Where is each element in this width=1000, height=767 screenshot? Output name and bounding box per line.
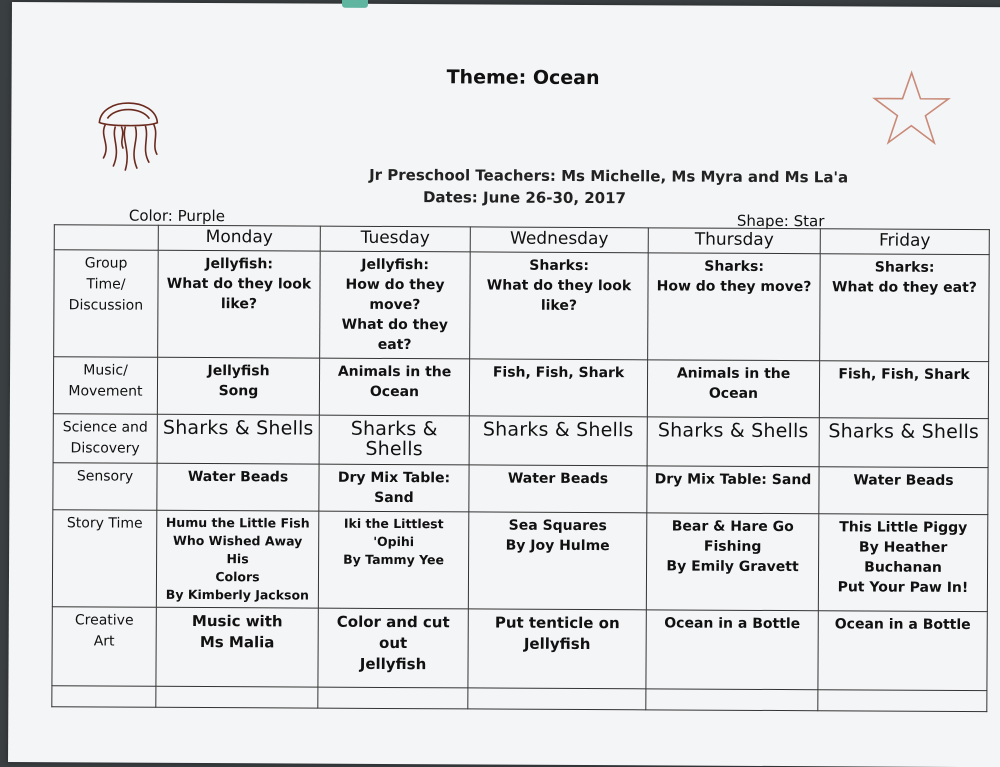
schedule-cell: Sea Squares By Joy Hulme bbox=[468, 512, 647, 610]
schedule-cell: Ocean in a Bottle bbox=[646, 610, 818, 690]
schedule-cell: Color and cut out Jellyfish bbox=[318, 608, 468, 688]
schedule-cell: Sharks & Shells bbox=[647, 417, 819, 467]
schedule-cell: Fish, Fish, Shark bbox=[819, 361, 988, 419]
blank-row bbox=[52, 686, 987, 712]
schedule-cell: Jellyfish: What do they look like? bbox=[158, 250, 321, 358]
star-icon bbox=[871, 69, 951, 149]
schedule-cell: Dry Mix Table: Sand bbox=[319, 464, 469, 512]
schedule-cell: Animals in the Ocean bbox=[319, 358, 469, 416]
day-header: Wednesday bbox=[470, 227, 648, 253]
schedule-cell: Sharks: What do they eat? bbox=[820, 254, 990, 362]
table-row bbox=[53, 414, 988, 468]
row-label: Science and Discovery bbox=[53, 414, 157, 464]
schedule-cell: Water Beads bbox=[469, 465, 647, 513]
schedule-cell: Sharks & Shells bbox=[469, 416, 647, 466]
row-label: Sensory bbox=[53, 463, 157, 511]
schedule-cell: Ocean in a Bottle bbox=[818, 611, 987, 691]
schedule-cell: Sharks & Shells bbox=[319, 415, 469, 465]
color-label: Color: Purple bbox=[128, 206, 226, 226]
blank-cell bbox=[818, 690, 987, 712]
table-row bbox=[52, 510, 987, 612]
table-row bbox=[52, 607, 987, 691]
schedule-cell: Sharks: What do they look like? bbox=[470, 252, 649, 360]
table-row bbox=[54, 250, 990, 362]
blank-cell bbox=[646, 689, 818, 711]
table-row bbox=[53, 357, 988, 419]
day-header: Monday bbox=[158, 225, 320, 251]
row-label: Group Time/ Discussion bbox=[54, 250, 159, 358]
schedule-cell: Animals in the Ocean bbox=[647, 360, 819, 418]
row-label: Music/ Movement bbox=[53, 357, 157, 415]
schedule-cell: Jellyfish Song bbox=[157, 357, 319, 415]
lesson-plan-sheet bbox=[8, 2, 1000, 767]
schedule-cell: Music with Ms Malia bbox=[156, 607, 318, 687]
day-header: Friday bbox=[820, 229, 989, 255]
page-title: Theme: Ocean bbox=[446, 66, 600, 90]
day-header: Thursday bbox=[648, 228, 820, 254]
schedule-cell: Sharks & Shells bbox=[819, 418, 988, 468]
schedule-cell: Put tenticle on Jellyfish bbox=[468, 609, 646, 689]
row-label: Creative Art bbox=[52, 607, 156, 687]
schedule-cell: Water Beads bbox=[157, 463, 319, 511]
corner-cell bbox=[54, 225, 158, 251]
row-label: Story Time bbox=[52, 510, 157, 608]
tape-strip bbox=[342, 0, 368, 8]
schedule-cell: Sharks: How do they move? bbox=[648, 253, 821, 361]
schedule-cell: Sharks & Shells bbox=[157, 414, 319, 464]
table-row bbox=[53, 463, 988, 515]
shape-label: Shape: Star bbox=[736, 211, 825, 231]
blank-cell bbox=[318, 687, 468, 709]
day-header: Tuesday bbox=[320, 226, 470, 252]
schedule-cell: Iki the Littlest 'Opihi By Tammy Yee bbox=[318, 511, 469, 609]
schedule-cell: Bear & Hare Go Fishing By Emily Gravett bbox=[646, 513, 819, 611]
schedule-cell: Humu the Little Fish Who Wished Away His Colors By Kimberly Jackson bbox=[156, 510, 319, 608]
jellyfish-icon bbox=[85, 88, 171, 178]
teachers-line: Jr Preschool Teachers: Ms Michelle, Ms Myra and Ms La'a bbox=[369, 165, 849, 187]
dates-line: Dates: June 26-30, 2017 bbox=[422, 188, 627, 208]
schedule-cell: This Little Piggy By Heather Buchanan Put Your Paw In! bbox=[818, 514, 988, 612]
schedule-cell: Dry Mix Table: Sand bbox=[647, 466, 819, 514]
weekly-schedule-table bbox=[51, 224, 990, 712]
blank-cell bbox=[52, 686, 156, 708]
schedule-cell: Fish, Fish, Shark bbox=[469, 359, 647, 417]
schedule-cell: Jellyfish: How do they move? What do they eat? bbox=[320, 251, 471, 359]
schedule-cell: Water Beads bbox=[819, 467, 988, 515]
blank-cell bbox=[156, 686, 318, 708]
blank-cell bbox=[468, 688, 646, 710]
